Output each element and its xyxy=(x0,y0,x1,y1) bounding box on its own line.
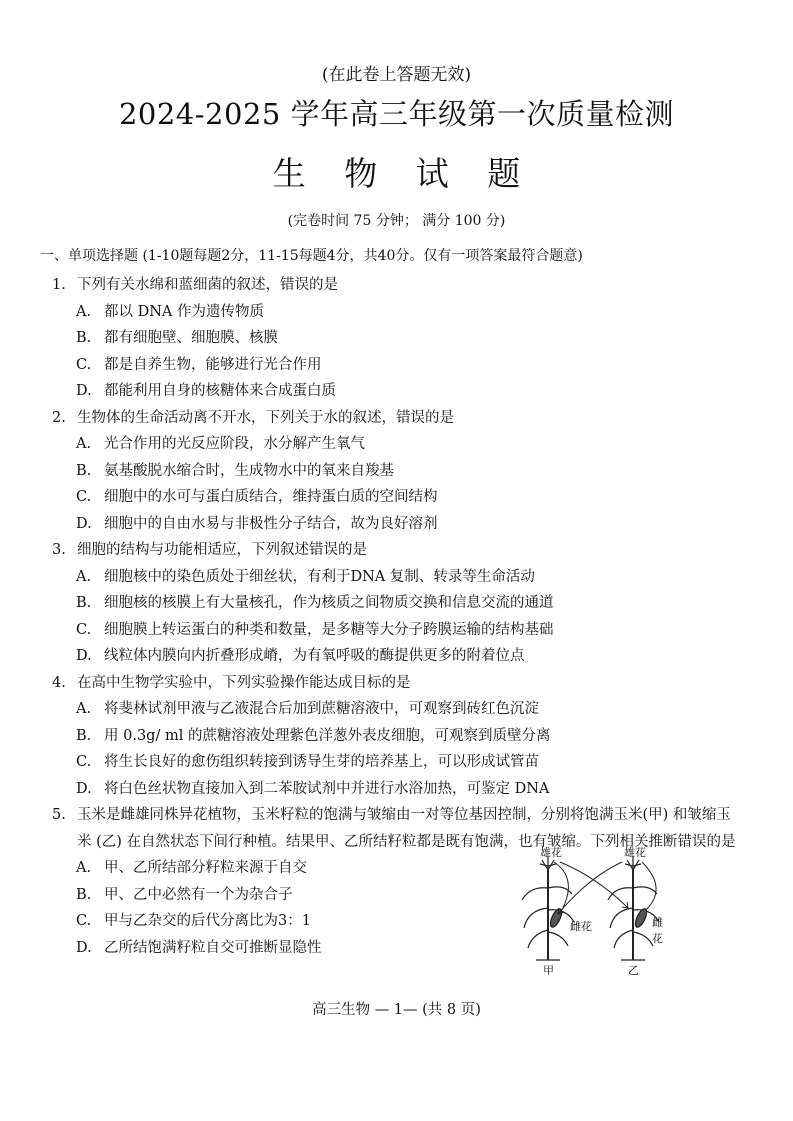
male-flower-right-label: 雄花 xyxy=(624,846,646,859)
option-c: C. 甲与乙杂交的后代分离比为3：1 xyxy=(76,913,311,929)
option-a: A. 将斐林试剂甲液与乙液混合后加到蔗糖溶液中，可观察到砖红色沉淀 xyxy=(76,701,539,717)
question-stem xyxy=(0,670,793,697)
option-d: D. 细胞中的自由水易与非极性分子结合，故为良好溶剂 xyxy=(76,515,438,532)
question-2 xyxy=(0,405,793,538)
option-b: B. 氨基酸脱水缩合时，生成物水中的氧来自羧基 xyxy=(76,462,394,479)
corn-plant-left-icon xyxy=(522,856,574,960)
question-stem xyxy=(0,272,793,299)
female-flower-left-label: 雌花 xyxy=(570,920,592,933)
corn-plants-figure xyxy=(518,848,668,978)
question-text: 生物体的生命活动离不开水，下列关于水的叙述，错误的是 xyxy=(77,409,454,426)
option-b: B. 细胞核的核膜上有大量核孔，作为核质之间物质交换和信息交流的通道 xyxy=(76,595,554,611)
option-a: A. 细胞核中的染色质处于细丝状，有利于DNA 复制、转录等生命活动 xyxy=(76,568,535,585)
question-stem xyxy=(0,405,793,432)
question-number: 4. xyxy=(52,674,66,691)
pollination-arrows-icon xyxy=(554,862,656,914)
question-stem xyxy=(0,537,793,564)
exam-subject: 生 物 试 题 xyxy=(272,154,535,193)
question-text: 玉米是雌雄同株异花植物，玉米籽粒的饱满与皱缩由一对等位基因控制，分别将饱满玉米(甲) 和皱缩玉米 (乙) 在自然状态下间行种植。结果甲、乙所结籽粒都是既有饱满，也有皱缩。下列相关推断错误的是 xyxy=(77,807,736,850)
question-number: 2. xyxy=(52,409,66,426)
question-number: 1. xyxy=(52,277,66,293)
option-d: D. 将白色丝状物直接加入到二苯胺试剂中并进行水浴加热，可鉴定 DNA xyxy=(76,780,550,797)
question-3 xyxy=(0,537,793,670)
option-a: A. 都以 DNA 作为遗传物质 xyxy=(76,303,265,320)
page-footer: 高三生物 — 1— (共 8 页) xyxy=(312,1002,481,1018)
female-flower-right-label: 雌花 xyxy=(652,916,663,945)
question-5 xyxy=(0,802,793,961)
option-c: C. 将生长良好的愈伤组织转接到诱导生芽的培养基上，可以形成试管苗 xyxy=(76,754,539,770)
option-d: D. 都能利用自身的核糖体来合成蛋白质 xyxy=(76,383,336,399)
question-5-options xyxy=(0,855,793,961)
question-text: 细胞的结构与功能相适应，下列叙述错误的是 xyxy=(77,542,367,558)
exam-notice: (在此卷上答题无效) xyxy=(321,65,472,85)
question-1 xyxy=(0,272,793,405)
question-number: 5. xyxy=(52,807,66,823)
option-d: D. 乙所结饱满籽粒自交可推断显隐性 xyxy=(76,939,322,956)
option-b: B. 都有细胞壁、细胞膜、核膜 xyxy=(76,330,278,346)
option-c: C. 细胞中的水可与蛋白质结合，维持蛋白质的空间结构 xyxy=(76,489,438,505)
male-flower-left-label: 雄花 xyxy=(540,846,562,859)
section-heading: 一、单项选择题 (1-10题每题2分，11-15每题4分，共40分。仅有一项答案最符合题意) xyxy=(40,248,583,264)
plant-left-label: 甲 xyxy=(543,964,554,977)
exam-title: 2024-2025 学年高三年级第一次质量检测 xyxy=(118,97,675,131)
option-d: D. 线粒体内膜向内折叠形成嵴，为有氧呼吸的酶提供更多的附着位点 xyxy=(76,648,525,664)
option-b: B. 甲、乙中必然有一个为杂合子 xyxy=(76,886,293,903)
question-stem xyxy=(0,802,793,855)
question-text: 下列有关水绵和蓝细菌的叙述，错误的是 xyxy=(77,277,338,293)
exam-meta: (完卷时间 75 分钟； 满分 100 分) xyxy=(287,213,506,229)
option-c: C. 细胞膜上转运蛋白的种类和数量，是多糖等大分子跨膜运输的结构基础 xyxy=(76,621,554,638)
corn-plants-illustration xyxy=(518,848,668,978)
option-c: C. 都是自养生物，能够进行光合作用 xyxy=(76,356,322,373)
question-list xyxy=(0,272,793,961)
option-a: A. 光合作用的光反应阶段，水分解产生氧气 xyxy=(76,436,365,452)
option-b: B. 用 0.3g/ ml 的蔗糖溶液处理紫色洋葱外表皮细胞，可观察到质壁分离 xyxy=(76,727,551,744)
plant-right-label: 乙 xyxy=(628,964,639,977)
option-a: A. 甲、乙所结部分籽粒来源于自交 xyxy=(76,860,307,876)
question-text: 在高中生物学实验中，下列实验操作能达成目标的是 xyxy=(77,674,411,691)
question-number: 3. xyxy=(52,542,66,558)
question-4 xyxy=(0,670,793,803)
